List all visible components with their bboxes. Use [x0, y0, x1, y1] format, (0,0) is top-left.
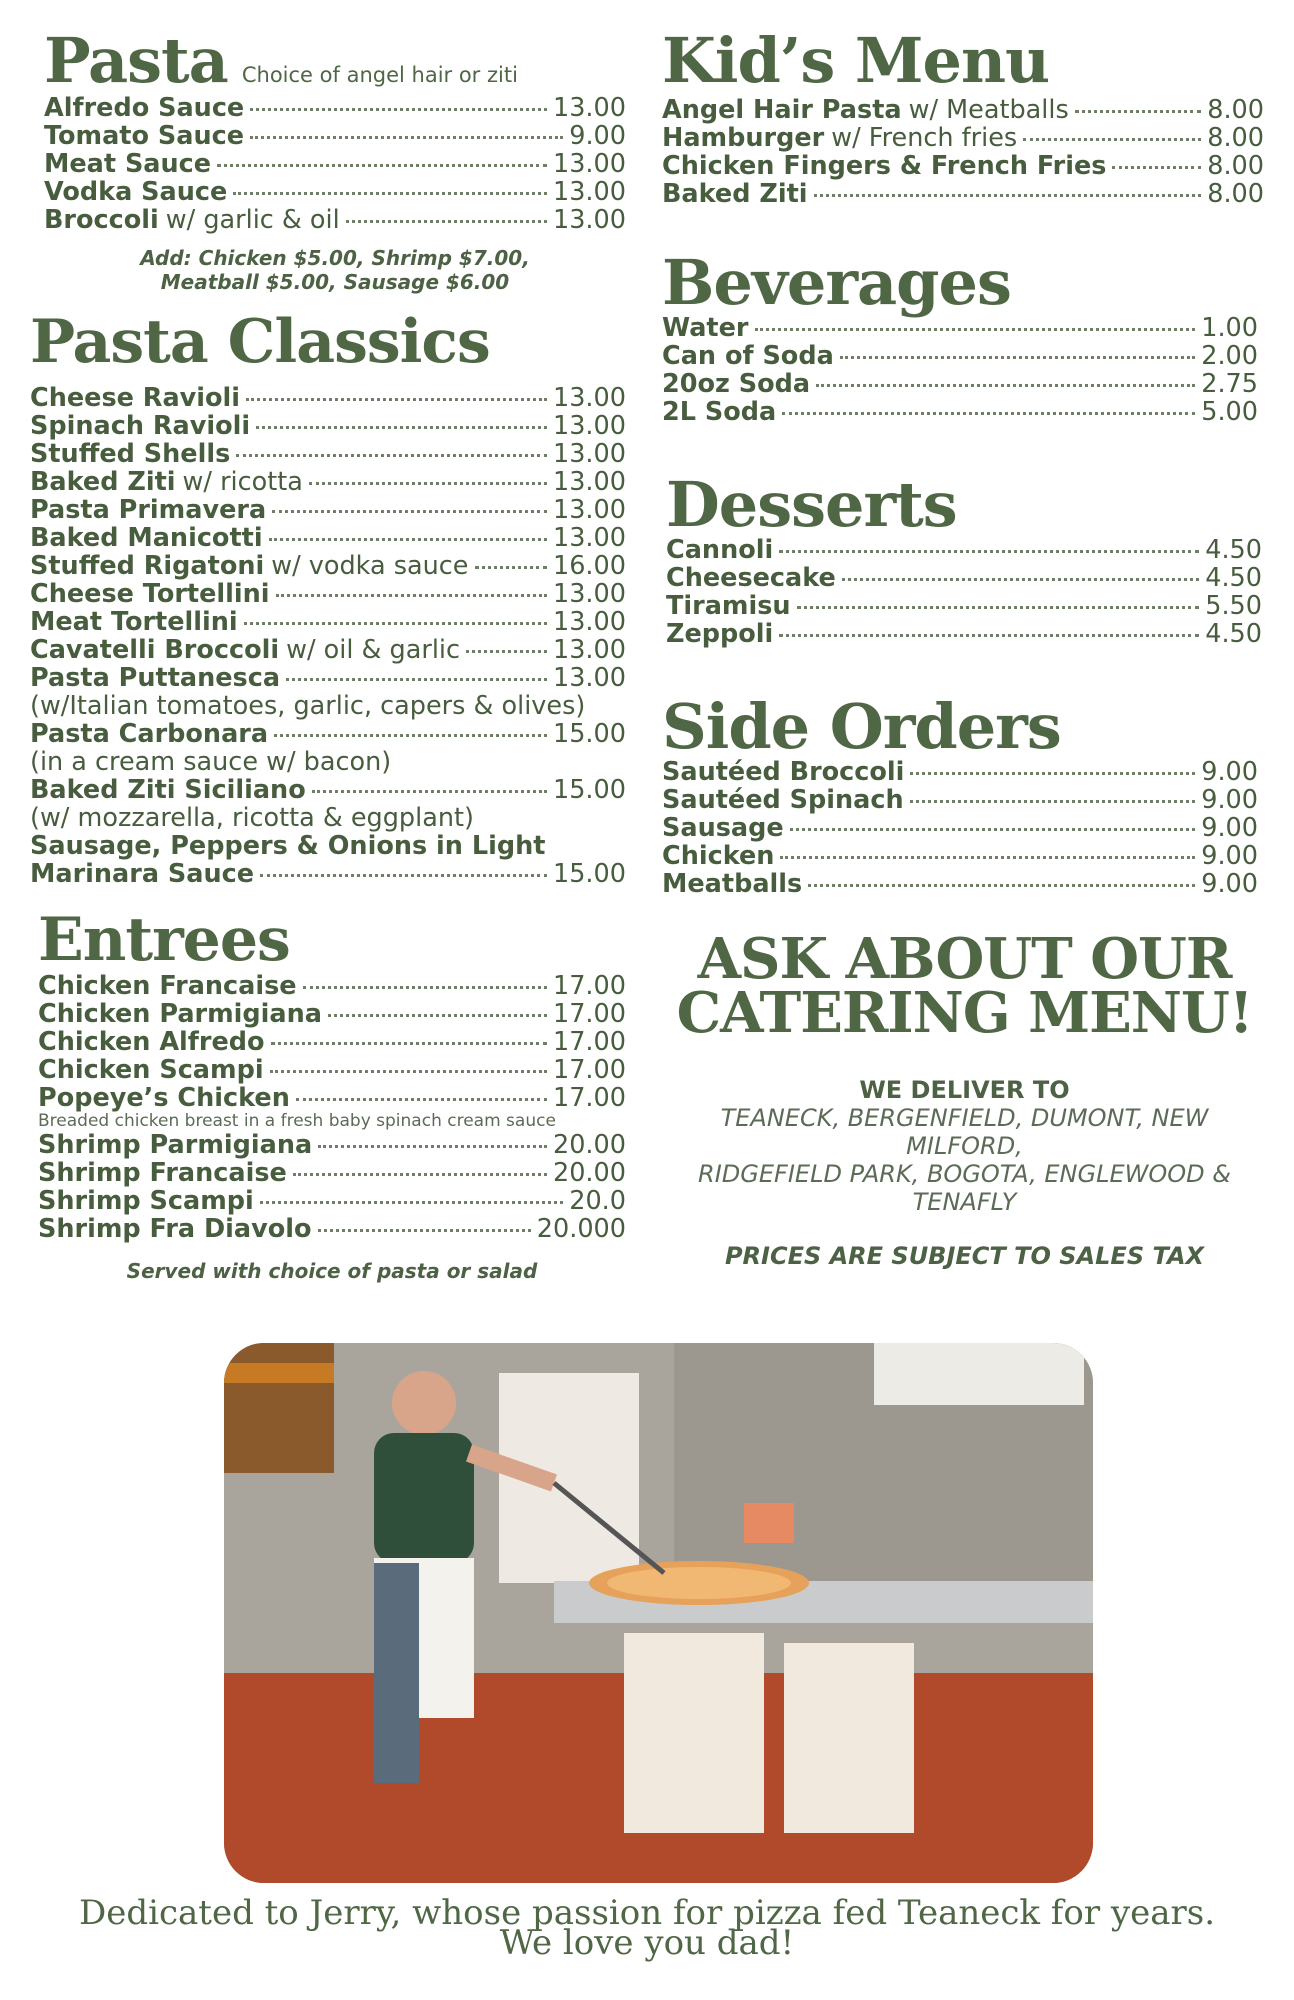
item-name: 20oz Soda: [662, 369, 811, 399]
menu-item-siciliano: [30, 776, 626, 804]
menu-item: [30, 412, 626, 440]
item-name: Shrimp Parmigiana: [38, 1130, 313, 1160]
item-price: 9.00: [1201, 841, 1258, 871]
item-extra: w/ garlic & oil: [165, 205, 340, 235]
menu-item: [30, 636, 626, 664]
kids-menu-section: [662, 24, 1267, 209]
item-price: 17.00: [552, 999, 626, 1029]
item-price: 8.00: [1207, 151, 1264, 181]
item-name: Baked Ziti: [662, 179, 808, 209]
item-price: 20.00: [552, 1158, 626, 1188]
item-price: 5.00: [1201, 397, 1258, 427]
popeye-desc: Breaded chicken breast in a fresh baby spinach cream sauce: [38, 1111, 556, 1131]
menu-item: [38, 1131, 626, 1159]
desserts-title: Desserts: [666, 468, 957, 541]
pasta-classics-items: [30, 384, 626, 692]
leader-dots: [790, 828, 1196, 831]
catering-banner: [662, 926, 1267, 1046]
leader-dots: [782, 412, 1195, 415]
item-extra: w/ vodka sauce: [271, 551, 469, 581]
menu-item: [30, 384, 626, 412]
menu-item: [662, 152, 1264, 180]
item-price: 13.00: [552, 635, 626, 665]
item-price: 13.00: [552, 383, 626, 413]
leader-dots: [296, 1098, 547, 1101]
item-name: Broccoli: [44, 205, 159, 235]
leader-dots: [244, 622, 547, 625]
menu-item: [38, 972, 626, 1000]
item-price: 13.00: [552, 607, 626, 637]
item-name: Chicken: [662, 841, 775, 871]
item-name: Chicken Parmigiana: [38, 999, 322, 1029]
menu-item: [38, 1056, 626, 1084]
leader-dots: [779, 634, 1199, 637]
item-name: 2L Soda: [662, 397, 777, 427]
leader-dots: [1023, 138, 1201, 141]
leader-dots: [466, 650, 547, 653]
item-name: Sautéed Broccoli: [662, 757, 905, 787]
leader-dots: [236, 454, 547, 457]
item-name: Pasta Carbonara: [30, 719, 269, 749]
item-name: Baked Ziti Siciliano: [30, 775, 306, 805]
delivery-line1: TEANECK, BERGENFIELD, DUMONT, NEW MILFORD,: [720, 1104, 1209, 1160]
leader-dots: [309, 482, 547, 485]
item-price: 17.00: [552, 1027, 626, 1057]
item-price: 13.00: [552, 467, 626, 497]
leader-dots: [842, 578, 1199, 581]
item-price: 13.00: [552, 439, 626, 469]
pasta-note: Choice of angel hair or ziti: [241, 63, 518, 87]
desserts-items: [666, 536, 1262, 648]
leader-dots: [808, 884, 1195, 887]
item-price: 20.0: [569, 1186, 626, 1216]
item-extra: w/ French fries: [831, 123, 1018, 153]
menu-item: [662, 398, 1258, 426]
item-extra: w/ oil & garlic: [286, 635, 461, 665]
dedication: [0, 1893, 1294, 1963]
pasta-classics-section: [30, 307, 630, 889]
item-price: 8.00: [1207, 95, 1264, 125]
leader-dots: [1075, 110, 1201, 113]
delivery-line3: TENAFLY: [912, 1188, 1017, 1216]
item-name: Cheese Tortellini: [30, 579, 270, 609]
catering-line2: CATERING MENU!: [676, 980, 1253, 1046]
item-price: 2.00: [1201, 341, 1258, 371]
item-price: 8.00: [1207, 179, 1264, 209]
beverages-items: [662, 314, 1258, 426]
leader-dots: [328, 1014, 547, 1017]
menu-item: [30, 496, 626, 524]
siciliano-desc: (w/ mozzarella, ricotta & eggplant): [30, 803, 474, 833]
side-orders-section: [662, 690, 1267, 899]
item-price: 15.00: [552, 859, 626, 889]
item-price: 9.00: [1201, 869, 1258, 899]
item-extra: w/ ricotta: [182, 467, 303, 497]
menu-item: [666, 536, 1262, 564]
menu-item: [44, 94, 626, 122]
item-name: Shrimp Francaise: [38, 1158, 287, 1188]
leader-dots: [286, 678, 547, 681]
left-column: [30, 24, 630, 1283]
item-name: Cheese Ravioli: [30, 383, 241, 413]
item-name: Pasta Puttanesca: [30, 663, 281, 693]
menu-item: [662, 96, 1264, 124]
item-name: Chicken Fingers & French Fries: [662, 151, 1107, 181]
item-price: 15.00: [552, 719, 626, 749]
menu-item: [662, 786, 1258, 814]
item-price: 4.50: [1205, 535, 1262, 565]
menu-item: [662, 180, 1264, 208]
menu-item: [44, 178, 626, 206]
leader-dots: [260, 1201, 563, 1204]
pasta-title: Pasta: [44, 24, 228, 97]
pasta-add-line2: Meatball $5.00, Sausage $6.00: [160, 270, 510, 294]
sales-tax-note: PRICES ARE SUBJECT TO SALES TAX: [724, 1242, 1205, 1270]
item-name: Spinach Ravioli: [30, 411, 251, 441]
item-extra: w/ Meatballs: [908, 95, 1069, 125]
item-name: Sautéed Spinach: [662, 785, 904, 815]
entrees-title: Entrees: [38, 905, 290, 975]
entrees-served-note: Served with choice of pasta or salad: [126, 1259, 538, 1283]
pizza-box-stack-under-2: [784, 1643, 914, 1833]
sausage-peppers-name-line1: Sausage, Peppers & Onions in Light: [30, 831, 546, 861]
item-price: 20.00: [552, 1130, 626, 1160]
menu-item: [30, 524, 626, 552]
menu-item: [666, 592, 1262, 620]
item-name: Meat Sauce: [44, 149, 212, 179]
item-price: 1.00: [1201, 313, 1258, 343]
item-name: Marinara Sauce: [30, 859, 255, 889]
chairs-stack: [224, 1343, 334, 1473]
menu-item: [662, 842, 1258, 870]
item-price: 13.00: [552, 177, 626, 207]
item-price: 13.00: [552, 663, 626, 693]
menu-item: [44, 150, 626, 178]
side-orders-items: [662, 758, 1258, 898]
item-name: Meatballs: [662, 869, 803, 899]
leader-dots: [1112, 166, 1201, 169]
chef-head: [392, 1371, 456, 1435]
menu-item: [38, 1187, 626, 1215]
entrees-heading: [38, 905, 630, 975]
pasta-add-note: [44, 246, 626, 294]
menu-item: [666, 620, 1262, 648]
menu-item: [30, 468, 626, 496]
leader-dots: [274, 734, 547, 737]
item-price: 20.000: [536, 1214, 626, 1244]
chef-leg: [374, 1563, 419, 1783]
menu-item: [662, 342, 1258, 370]
item-name: Chicken Scampi: [38, 1055, 264, 1085]
item-name: Cavatelli Broccoli: [30, 635, 280, 665]
item-name: Angel Hair Pasta: [662, 95, 902, 125]
item-name: Shrimp Fra Diavolo: [38, 1214, 312, 1244]
leader-dots: [250, 108, 547, 111]
item-price: 17.00: [552, 971, 626, 1001]
delivery-towns: [662, 1104, 1267, 1216]
item-price: 15.00: [552, 775, 626, 805]
leader-dots: [270, 1070, 547, 1073]
leader-dots: [797, 606, 1200, 609]
leader-dots: [260, 874, 547, 877]
menu-item: [30, 552, 626, 580]
entrees-shrimp-items: [38, 1131, 626, 1243]
leader-dots: [303, 986, 547, 989]
item-name: Baked Manicotti: [30, 523, 263, 553]
menu-item: [30, 608, 626, 636]
leader-dots: [814, 194, 1202, 197]
desserts-section: [662, 468, 1267, 649]
item-name: Chicken Francaise: [38, 971, 297, 1001]
menu-item: [38, 1000, 626, 1028]
menu-item: [38, 1028, 626, 1056]
leader-dots: [276, 594, 547, 597]
item-name: Hamburger: [662, 123, 825, 153]
leader-dots: [293, 1173, 547, 1176]
menu-item: [44, 122, 626, 150]
item-name: Cannoli: [666, 535, 774, 565]
beverages-section: [662, 246, 1267, 427]
leader-dots: [910, 800, 1196, 803]
item-price: 9.00: [1201, 785, 1258, 815]
leader-dots: [346, 220, 547, 223]
item-price: 5.50: [1205, 591, 1262, 621]
entrees-section: [30, 905, 630, 1283]
item-price: 16.00: [552, 551, 626, 581]
menu-item: [38, 1159, 626, 1187]
item-price: 13.00: [552, 149, 626, 179]
item-price: 13.00: [552, 495, 626, 525]
item-name: Pasta Primavera: [30, 495, 267, 525]
item-price: 4.50: [1205, 619, 1262, 649]
leader-dots: [318, 1229, 531, 1232]
menu-item: [666, 564, 1262, 592]
sauce-container: [744, 1503, 794, 1543]
dedication-line1: Dedicated to Jerry, whose passion for pizza fed Teaneck for years.: [78, 1893, 1216, 1933]
puttanesca-desc: (w/Italian tomatoes, garlic, capers & olives): [30, 691, 586, 721]
pizzeria-photo: [224, 1343, 1093, 1883]
leader-dots: [318, 1145, 547, 1148]
beverages-title: Beverages: [662, 246, 1011, 319]
leader-dots: [475, 566, 547, 569]
kids-menu-heading: [662, 24, 1267, 97]
item-name: Zeppoli: [666, 619, 774, 649]
kids-menu-title: Kid’s Menu: [662, 24, 1050, 97]
right-column: [662, 24, 1267, 1270]
leader-dots: [272, 510, 547, 513]
leader-dots: [910, 772, 1195, 775]
chef-shirt: [374, 1433, 474, 1563]
pasta-section: [30, 24, 630, 294]
item-price: 13.00: [552, 205, 626, 235]
delivery-heading: WE DELIVER TO: [859, 1076, 1070, 1104]
item-price: 9.00: [1201, 757, 1258, 787]
wall-calendar: [874, 1343, 1084, 1405]
item-price: 13.00: [552, 579, 626, 609]
delivery-line2: RIDGEFIELD PARK, BOGOTA, ENGLEWOOD &: [698, 1160, 1231, 1188]
menu-item: [30, 580, 626, 608]
item-name: Tomato Sauce: [44, 121, 245, 151]
leader-dots: [840, 356, 1195, 359]
beverages-heading: [662, 246, 1267, 319]
menu-item: [662, 370, 1258, 398]
pizza-box-stack-under: [624, 1633, 764, 1833]
item-price: 4.50: [1205, 563, 1262, 593]
menu-item: [30, 664, 626, 692]
item-price: 13.00: [552, 411, 626, 441]
pizzeria-photo-illustration: [224, 1343, 1093, 1883]
menu-item: [38, 1084, 626, 1112]
item-price: 9.00: [569, 121, 626, 151]
item-price: 2.75: [1201, 369, 1258, 399]
item-name: Chicken Alfredo: [38, 1027, 265, 1057]
menu-item: [44, 206, 626, 234]
menu-item: [662, 124, 1264, 152]
menu-item-carbonara: [30, 720, 626, 748]
leader-dots: [816, 384, 1195, 387]
pasta-classics-heading: [30, 307, 630, 377]
item-name: Meat Tortellini: [30, 607, 238, 637]
desserts-heading: [666, 468, 1267, 541]
menu-item: [30, 440, 626, 468]
pasta-add-line1: Add: Chicken $5.00, Shrimp $7.00,: [140, 246, 530, 270]
leader-dots: [779, 550, 1199, 553]
item-price: 17.00: [552, 1083, 626, 1113]
pasta-items: [44, 94, 626, 234]
leader-dots: [312, 790, 547, 793]
item-price: 8.00: [1207, 123, 1264, 153]
pasta-heading: [44, 24, 630, 97]
chairs-highlight: [224, 1363, 334, 1383]
item-name: Stuffed Shells: [30, 439, 231, 469]
delivery-info: [662, 1076, 1267, 1216]
carbonara-desc: (in a cream sauce w/ bacon): [30, 747, 392, 777]
menu-item: [38, 1215, 626, 1243]
leader-dots: [256, 426, 547, 429]
kids-menu-items: [662, 96, 1264, 208]
entrees-items: [38, 972, 626, 1112]
dedication-line2: We love you dad!: [499, 1923, 795, 1963]
leader-dots: [271, 1042, 547, 1045]
leader-dots: [250, 136, 563, 139]
leader-dots: [269, 538, 547, 541]
item-name: Stuffed Rigatoni: [30, 551, 265, 581]
item-name: Baked Ziti: [30, 467, 176, 497]
catering-line1: ASK ABOUT OUR: [697, 926, 1232, 992]
item-name: Shrimp Scampi: [38, 1186, 254, 1216]
item-name: Alfredo Sauce: [44, 93, 245, 123]
item-name: Sausage: [662, 813, 784, 843]
menu-item: [662, 814, 1258, 842]
side-orders-title: Side Orders: [662, 690, 1061, 763]
leader-dots: [780, 856, 1195, 859]
item-price: 9.00: [1201, 813, 1258, 843]
item-name: Tiramisu: [666, 591, 791, 621]
leader-dots: [755, 328, 1196, 331]
item-name: Can of Soda: [662, 341, 834, 371]
item-name: Vodka Sauce: [44, 177, 228, 207]
menu-item-sausage-peppers: [30, 860, 626, 888]
leader-dots: [217, 164, 547, 167]
item-name: Cheesecake: [666, 563, 836, 593]
leader-dots: [233, 192, 547, 195]
menu-item: [662, 870, 1258, 898]
leader-dots: [246, 398, 547, 401]
item-price: 13.00: [552, 93, 626, 123]
item-price: 17.00: [552, 1055, 626, 1085]
item-name: Popeye’s Chicken: [38, 1083, 290, 1113]
item-price: 13.00: [552, 523, 626, 553]
pizza-cheese: [607, 1567, 791, 1599]
pasta-classics-title: Pasta Classics: [30, 307, 490, 377]
side-orders-heading: [662, 690, 1267, 763]
item-name: Water: [662, 313, 749, 343]
